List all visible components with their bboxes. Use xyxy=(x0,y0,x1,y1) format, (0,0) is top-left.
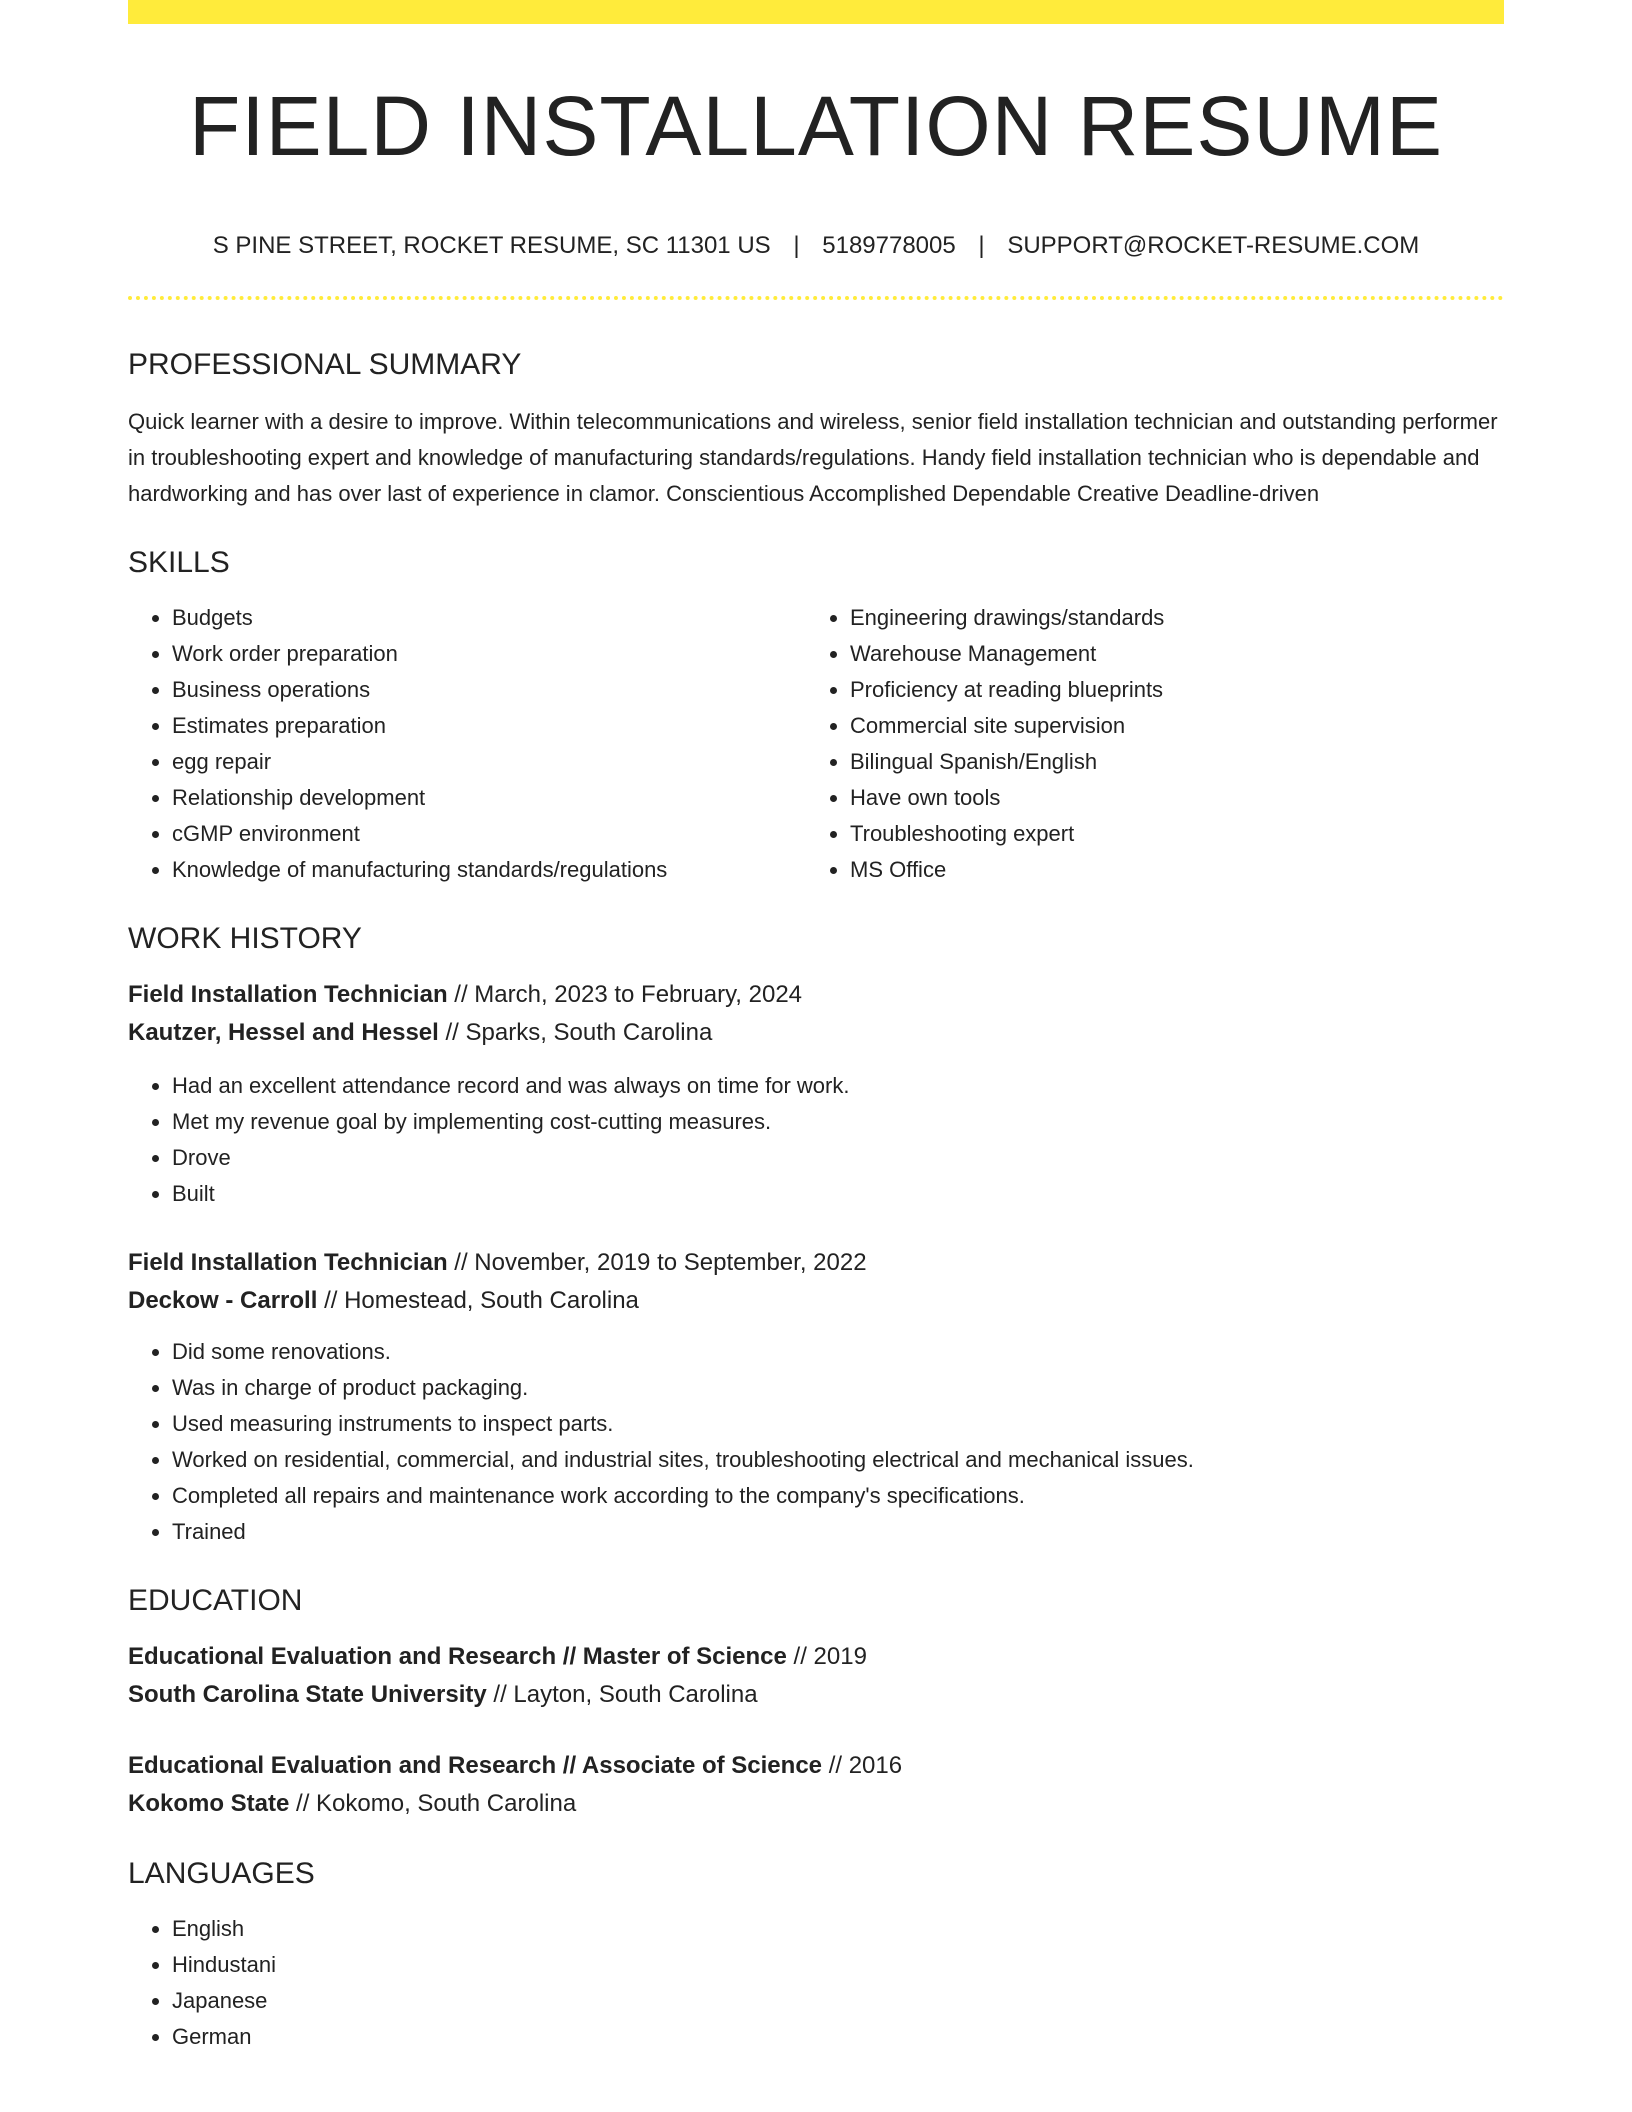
skill-item: • Budgets xyxy=(172,600,806,636)
job-title: Field Installation Technician xyxy=(128,981,448,1008)
skill-item: • Proficiency at reading blueprints xyxy=(850,672,1484,708)
education-degree: Educational Evaluation and Research // Associate of Science xyxy=(128,1752,823,1779)
job-location: // Sparks, South Carolina xyxy=(445,1019,713,1046)
job-company: Kautzer, Hessel and Hessel xyxy=(128,1019,439,1046)
education-location: // Layton, South Carolina xyxy=(493,1681,758,1708)
education-school: Kokomo State xyxy=(128,1790,290,1817)
job-bullet: • Built xyxy=(172,1176,1504,1212)
language-item: • Japanese xyxy=(172,1983,1504,2019)
education-degree-line xyxy=(128,1638,1504,1676)
skill-item: • Troubleshooting expert xyxy=(850,816,1484,852)
contact-address: S PINE STREET, ROCKET RESUME, SC 11301 US xyxy=(212,232,771,259)
contact-phone[interactable]: 5189778005 xyxy=(822,232,956,259)
job-bullet: • Trained xyxy=(172,1514,1504,1550)
contact-email[interactable]: SUPPORT@ROCKET-RESUME.COM xyxy=(1007,232,1420,259)
summary-heading: PROFESSIONAL SUMMARY xyxy=(128,348,522,381)
skill-item: • Have own tools xyxy=(850,780,1484,816)
job-company-line xyxy=(128,1014,1504,1052)
job-bullet: • Completed all repairs and maintenance work according to the company's specifications. xyxy=(172,1478,1504,1514)
dotted-divider xyxy=(128,296,1504,300)
education-entry xyxy=(128,1747,1504,1823)
skills-column-left xyxy=(128,600,806,888)
job-dates: // March, 2023 to February, 2024 xyxy=(454,981,803,1008)
skills-columns xyxy=(128,600,1504,888)
skill-item: • Work order preparation xyxy=(172,636,806,672)
language-item: • Hindustani xyxy=(172,1947,1504,1983)
education-school: South Carolina State University xyxy=(128,1681,487,1708)
skill-item: • egg repair xyxy=(172,744,806,780)
job-entry xyxy=(128,1244,1504,1550)
job-title-line xyxy=(128,1244,1504,1282)
education-entry xyxy=(128,1638,1504,1714)
job-company: Deckow - Carroll xyxy=(128,1287,318,1314)
job-bullet: • Met my revenue goal by implementing cost-cutting measures. xyxy=(172,1104,1504,1140)
job-bullet: • Did some renovations. xyxy=(172,1334,1504,1370)
education-degree: Educational Evaluation and Research // Master of Science xyxy=(128,1643,787,1670)
language-item: • German xyxy=(172,2019,1504,2055)
education-location: // Kokomo, South Carolina xyxy=(296,1790,577,1817)
job-bullet: • Used measuring instruments to inspect parts. xyxy=(172,1406,1504,1442)
skill-item: • Commercial site supervision xyxy=(850,708,1484,744)
contact-separator: | xyxy=(978,232,985,259)
job-location: // Homestead, South Carolina xyxy=(324,1287,639,1314)
skill-item: • Relationship development xyxy=(172,780,806,816)
skill-item: • Warehouse Management xyxy=(850,636,1484,672)
resume-title: FIELD INSTALLATION RESUME xyxy=(188,79,1444,173)
education-school-line xyxy=(128,1785,1504,1823)
skill-item: • Bilingual Spanish/English xyxy=(850,744,1484,780)
skill-item: • Business operations xyxy=(172,672,806,708)
skill-item: • Estimates preparation xyxy=(172,708,806,744)
job-bullet: • Had an excellent attendance record and was always on time for work. xyxy=(172,1068,1504,1104)
languages-heading: LANGUAGES xyxy=(128,1857,315,1890)
skills-column-right xyxy=(806,600,1484,888)
job-entry xyxy=(128,976,1504,1212)
skill-item: • MS Office xyxy=(850,852,1484,888)
work-history-heading: WORK HISTORY xyxy=(128,922,362,955)
education-heading: EDUCATION xyxy=(128,1584,303,1617)
job-company-line xyxy=(128,1282,1504,1320)
education-school-line xyxy=(128,1676,1504,1714)
contact-separator: | xyxy=(793,232,800,259)
education-year: // 2016 xyxy=(828,1752,903,1779)
skill-item: • cGMP environment xyxy=(172,816,806,852)
education-degree-line xyxy=(128,1747,1504,1785)
job-bullet: • Worked on residential, commercial, and industrial sites, troubleshooting electrical and mechanical issues. xyxy=(172,1442,1504,1478)
job-bullet: • Drove xyxy=(172,1140,1504,1176)
accent-top-bar xyxy=(128,0,1504,24)
resume-page xyxy=(128,0,1504,2055)
summary-text: Quick learner with a desire to improve. Within telecommunications and wireless, senior field installation technician and outstanding performer in troubleshooting expert and knowledge of manufacturing standards/regulations. Handy field installation technician who is dependable and hardworking and has over last of experience in clamor. Conscientious Accomplished Dependable Creative Deadline-driven xyxy=(128,409,1498,506)
job-title: Field Installation Technician xyxy=(128,1249,448,1276)
skill-item: • Knowledge of manufacturing standards/regulations xyxy=(172,852,806,888)
education-year: // 2019 xyxy=(793,1643,867,1670)
job-dates: // November, 2019 to September, 2022 xyxy=(454,1249,867,1276)
language-item: • English xyxy=(172,1911,1504,1947)
skill-item: • Engineering drawings/standards xyxy=(850,600,1484,636)
contact-line xyxy=(128,234,1504,258)
job-title-line xyxy=(128,976,1504,1014)
skills-heading: SKILLS xyxy=(128,546,230,579)
job-bullet: • Was in charge of product packaging. xyxy=(172,1370,1504,1406)
